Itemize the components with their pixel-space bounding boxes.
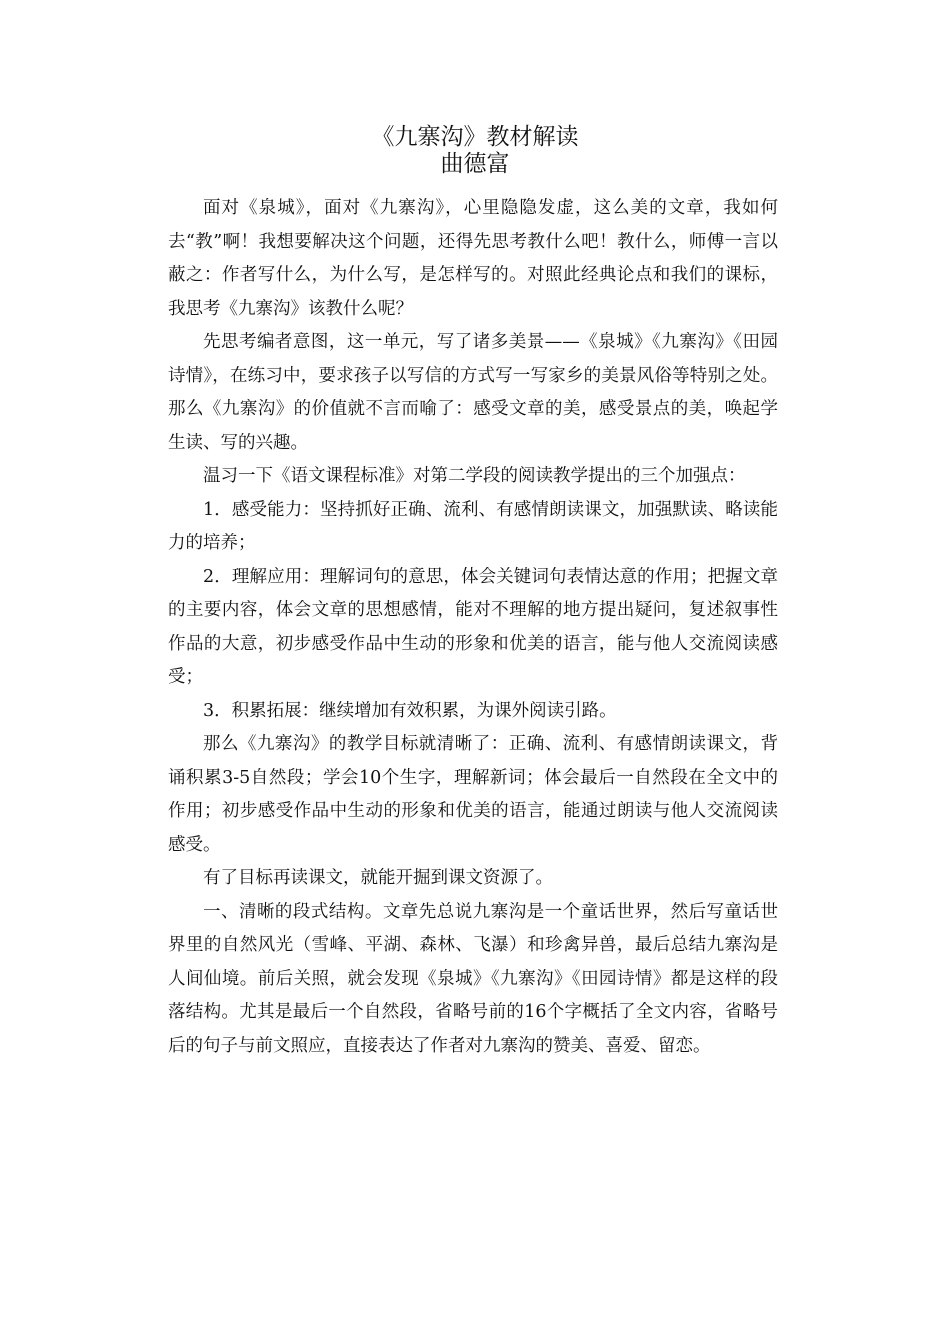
paragraph-point-2: 2．理解应用：理解词句的意思，体会关键词句表情达意的作用；把握文章的主要内容，体会文章的思想感情，能对不理解的地方提出疑问，复述叙事性作品的大意，初步感受作品中生动的形象和优美的语言，能与他人交流阅读感受； bbox=[168, 566, 778, 687]
paragraph-teaching-goals: 那么《九寨沟》的教学目标就清晰了：正确、流利、有感情朗读课文，背诵积累3-5自然段；学会10个生字，理解新词；体会最后一自然段在全文中的作用；初步感受作品中生动的形象和优美的语言，能通过朗读与他人交流阅读感受。 bbox=[168, 734, 778, 855]
paragraph-curriculum-standard: 温习一下《语文课程标准》对第二学段的阅读教学提出的三个加强点： bbox=[203, 466, 746, 486]
paragraph-structure: 一、清晰的段式结构。文章先总说九寨沟是一个童话世界，然后写童话世界里的自然风光（雪峰、平湖、森林、飞瀑）和珍禽异兽，最后总结九寨沟是人间仙境。前后关照，就会发现《泉城》《九寨沟》《田园诗情》都是这样的段落结构。尤其是最后一个自然段，省略号前的16个字概括了全文内容，省略号后的句子与前文照应，直接表达了作者对九寨沟的赞美、喜爱、留恋。 bbox=[168, 901, 778, 1056]
paragraph-reread: 有了目标再读课文，就能开掘到课文资源了。 bbox=[203, 868, 553, 888]
document-author: 曲德富 bbox=[440, 151, 510, 177]
document-body bbox=[168, 192, 778, 1063]
paragraph-point-3: 3．积累拓展：继续增加有效积累，为课外阅读引路。 bbox=[203, 700, 617, 721]
title-block bbox=[0, 124, 950, 178]
paragraph-editor-intent: 先思考编者意图，这一单元，写了诸多美景——《泉城》《九寨沟》《田园诗情》，在练习中，要求孩子以写信的方式写一写家乡的美景风俗等特别之处。那么《九寨沟》的价值就不言而喻了：感受文章的美，感受景点的美，唤起学生读、写的兴趣。 bbox=[168, 332, 778, 453]
paragraph-point-1: 1．感受能力：坚持抓好正确、流利、有感情朗读课文，加强默读、略读能力的培养； bbox=[168, 499, 778, 553]
paragraph-intro: 面对《泉城》，面对《九寨沟》，心里隐隐发虚，这么美的文章，我如何去“教”啊！我想要解决这个问题，还得先思考教什么吧！教什么，师傅一言以蔽之：作者写什么，为什么写，是怎样写的。对照此经典论点和我们的课标，我思考《九寨沟》该教什么呢？ bbox=[168, 198, 778, 319]
document-title: 《九寨沟》教材解读 bbox=[371, 124, 579, 150]
